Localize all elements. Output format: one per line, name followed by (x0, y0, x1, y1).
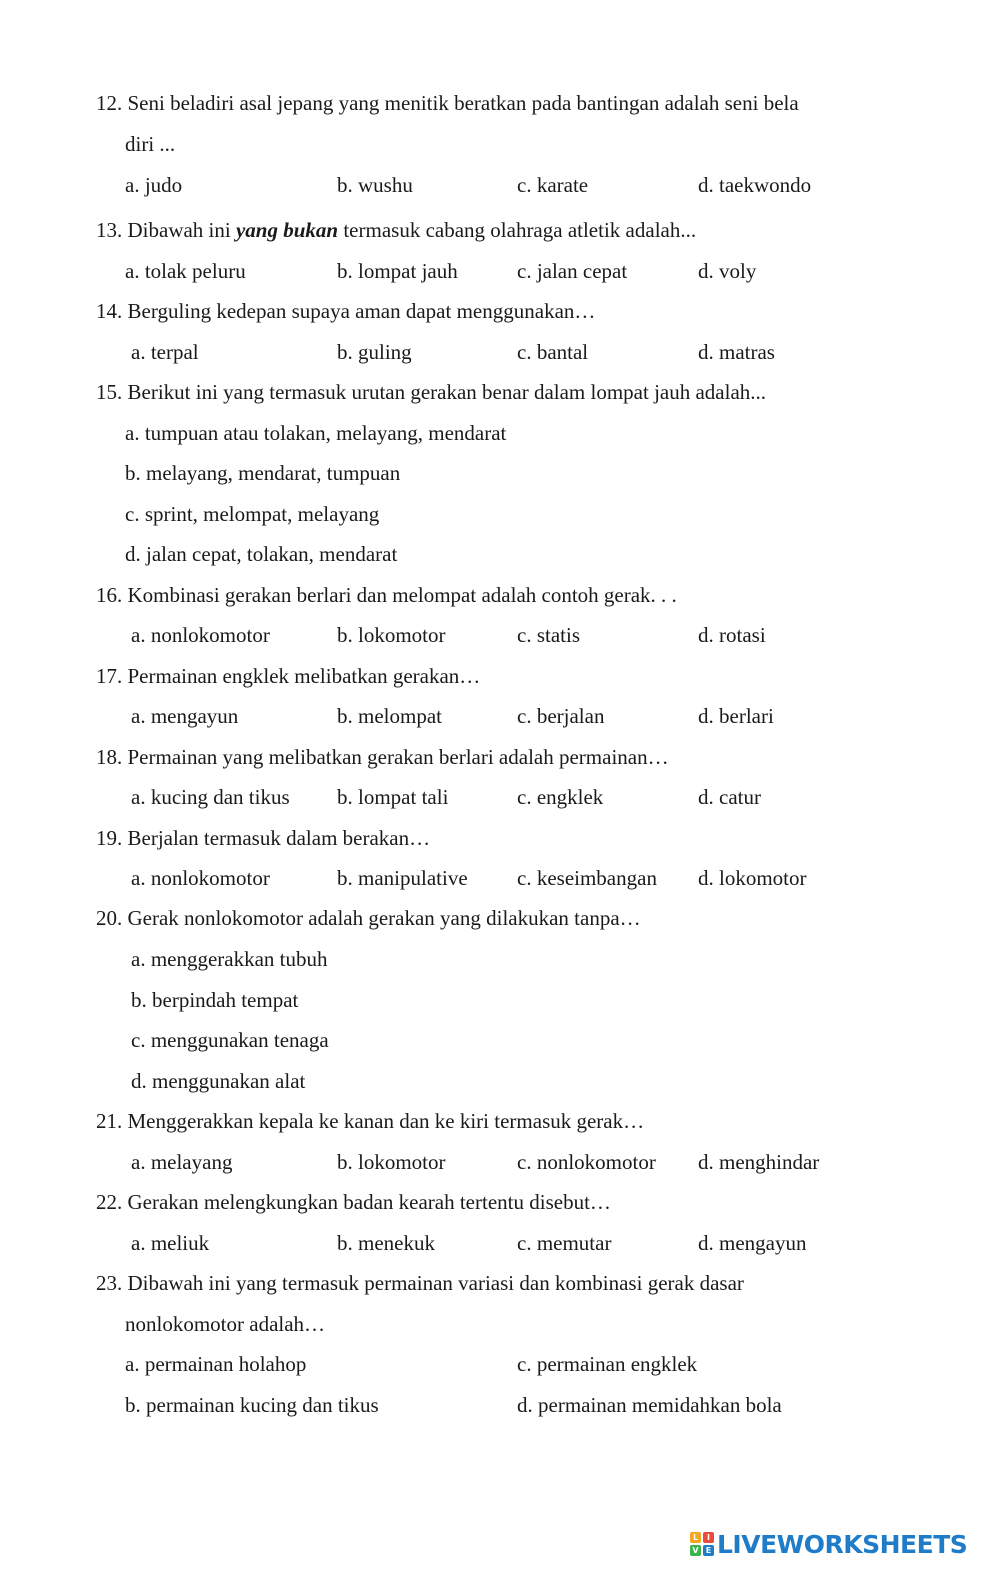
q23-option-b[interactable]: b. permainan kucing dan tikus (125, 1393, 379, 1417)
q19-option-c[interactable]: c. keseimbangan (517, 866, 657, 890)
q22-option-c[interactable]: c. memutar (517, 1231, 612, 1255)
q19-option-d[interactable]: d. lokomotor (698, 866, 807, 890)
logo-tile: E (703, 1545, 714, 1556)
question-23-text-cont: nonlokomotor adalah… (125, 1312, 326, 1336)
question-19-text: 19. Berjalan termasuk dalam berakan… (96, 826, 431, 850)
question-22-text: 22. Gerakan melengkungkan badan kearah tertentu disebut… (96, 1190, 611, 1214)
question-13-text (96, 220, 696, 241)
q14-option-c[interactable]: c. bantal (517, 340, 589, 364)
q17-option-a[interactable]: a. mengayun (131, 704, 239, 728)
q12-option-a[interactable]: a. judo (125, 173, 183, 197)
question-20-text: 20. Gerak nonlokomotor adalah gerakan yang dilakukan tanpa… (96, 906, 641, 930)
q22-option-a[interactable]: a. meliuk (131, 1231, 210, 1255)
question-21-text: 21. Menggerakkan kepala ke kanan dan ke kiri termasuk gerak… (96, 1109, 645, 1133)
q14-option-d[interactable]: d. matras (698, 340, 775, 364)
q23-option-a[interactable]: a. permainan holahop (125, 1352, 307, 1376)
q16-option-c[interactable]: c. statis (517, 623, 580, 647)
q17-option-d[interactable]: d. berlari (698, 704, 774, 728)
question-12-text-cont: diri ... (125, 132, 176, 156)
q15-option-d[interactable]: d. jalan cepat, tolakan, mendarat (125, 542, 398, 566)
q17-option-b[interactable]: b. melompat (337, 704, 442, 728)
liveworksheets-logo (690, 1531, 967, 1557)
question-15-text: 15. Berikut ini yang termasuk urutan gerakan benar dalam lompat jauh adalah... (96, 380, 767, 404)
q20-option-c[interactable]: c. menggunakan tenaga (131, 1028, 329, 1052)
q18-option-a[interactable]: a. kucing dan tikus (131, 785, 290, 809)
question-23-text: 23. Dibawah ini yang termasuk permainan variasi dan kombinasi gerak dasar (96, 1271, 744, 1295)
q18-option-b[interactable]: b. lompat tali (337, 785, 449, 809)
q13-text-pre: 13. Dibawah ini (96, 218, 236, 242)
q19-option-a[interactable]: a. nonlokomotor (131, 866, 270, 890)
q20-option-d[interactable]: d. menggunakan alat (131, 1069, 306, 1093)
q13-option-c[interactable]: c. jalan cepat (517, 259, 628, 283)
logo-tile: L (690, 1532, 701, 1543)
q19-option-b[interactable]: b. manipulative (337, 866, 468, 890)
question-12-text: 12. Seni beladiri asal jepang yang menitik beratkan pada bantingan adalah seni bela (96, 91, 799, 115)
logo-tiles-icon (690, 1532, 714, 1556)
q18-option-d[interactable]: d. catur (698, 785, 761, 809)
q14-option-b[interactable]: b. guling (337, 340, 412, 364)
q22-option-d[interactable]: d. mengayun (698, 1231, 807, 1255)
question-16-text: 16. Kombinasi gerakan berlari dan melompat adalah contoh gerak. . . (96, 583, 677, 607)
question-17-text: 17. Permainan engklek melibatkan gerakan… (96, 664, 481, 688)
q20-option-a[interactable]: a. menggerakkan tubuh (131, 947, 328, 971)
q21-option-b[interactable]: b. lokomotor (337, 1150, 446, 1174)
q13-option-d[interactable]: d. voly (698, 259, 757, 283)
q23-option-c[interactable]: c. permainan engklek (517, 1352, 698, 1376)
q12-option-b[interactable]: b. wushu (337, 173, 413, 197)
logo-text: LIVEWORKSHEETS (717, 1529, 968, 1559)
q22-option-b[interactable]: b. menekuk (337, 1231, 435, 1255)
q12-option-c[interactable]: c. karate (517, 173, 589, 197)
q12-option-d[interactable]: d. taekwondo (698, 173, 812, 197)
q14-option-a[interactable]: a. terpal (131, 340, 199, 364)
q13-text-post: termasuk cabang olahraga atletik adalah... (338, 218, 697, 242)
q13-option-a[interactable]: a. tolak peluru (125, 259, 246, 283)
question-18-text: 18. Permainan yang melibatkan gerakan berlari adalah permainan… (96, 745, 669, 769)
q16-option-b[interactable]: b. lokomotor (337, 623, 446, 647)
q15-option-b[interactable]: b. melayang, mendarat, tumpuan (125, 461, 401, 485)
q13-option-b[interactable]: b. lompat jauh (337, 259, 458, 283)
logo-tile: I (703, 1532, 714, 1543)
q13-emphasis: yang bukan (235, 218, 339, 242)
q18-option-c[interactable]: c. engklek (517, 785, 604, 809)
q17-option-c[interactable]: c. berjalan (517, 704, 605, 728)
q20-option-b[interactable]: b. berpindah tempat (131, 988, 299, 1012)
q16-option-d[interactable]: d. rotasi (698, 623, 766, 647)
question-14-text: 14. Berguling kedepan supaya aman dapat menggunakan… (96, 299, 596, 323)
q21-option-d[interactable]: d. menghindar (698, 1150, 820, 1174)
q23-option-d[interactable]: d. permainan memidahkan bola (517, 1393, 782, 1417)
q15-option-a[interactable]: a. tumpuan atau tolakan, melayang, mendarat (125, 421, 507, 445)
q21-option-c[interactable]: c. nonlokomotor (517, 1150, 656, 1174)
q21-option-a[interactable]: a. melayang (131, 1150, 233, 1174)
q15-option-c[interactable]: c. sprint, melompat, melayang (125, 502, 380, 526)
logo-tile: V (690, 1545, 701, 1556)
q16-option-a[interactable]: a. nonlokomotor (131, 623, 270, 647)
